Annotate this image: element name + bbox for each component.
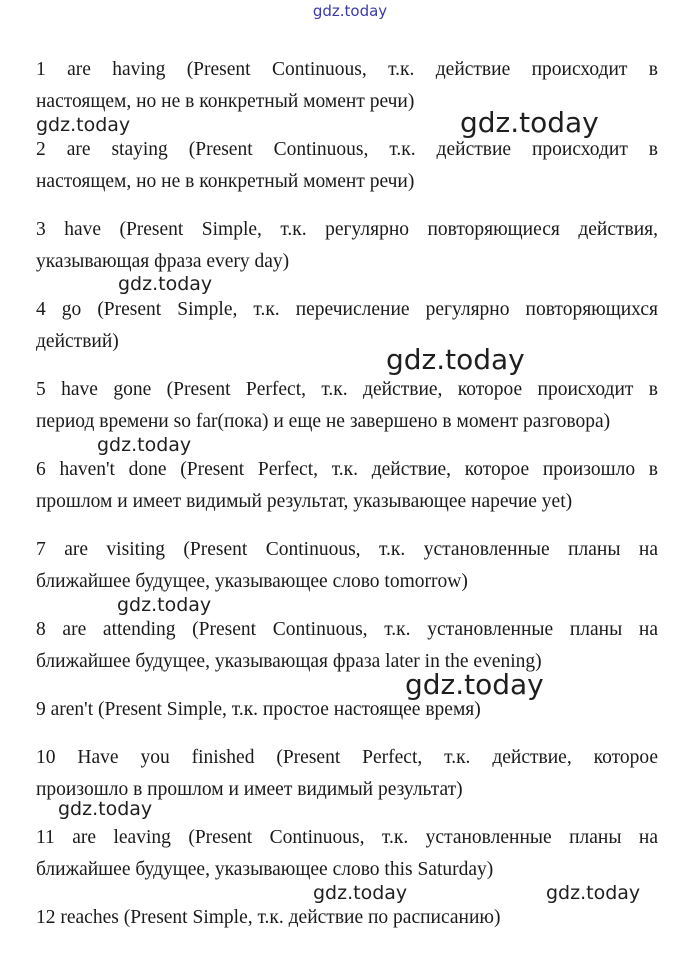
watermark: gdz.today — [386, 343, 525, 376]
answer-6-line-2: прошлом и имеет видимый результат, указывающее наречие yet) — [36, 491, 573, 512]
answer-4 — [36, 294, 658, 358]
watermark: gdz.today — [460, 106, 599, 139]
watermark: gdz.today — [313, 882, 408, 904]
answer-4-line-2: действий) — [36, 331, 119, 352]
answer-1-line-2: настоящем, но не в конкретный момент речи) — [36, 91, 415, 112]
answer-3 — [36, 214, 658, 278]
answer-2-line-1: 2 are staying (Present Continuous, т.к. действие происходит в — [36, 139, 658, 160]
answer-6-line-1: 6 haven't done (Present Perfect, т.к. действие, которое произошло в — [36, 459, 658, 480]
answer-5-line-1: 5 have gone (Present Perfect, т.к. действие, которое происходит в — [36, 379, 658, 400]
answer-10-line-2: произошло в прошлом и имеет видимый результат) — [36, 779, 463, 800]
answer-3-line-2: указывающая фраза every day) — [36, 251, 290, 272]
answer-11 — [36, 822, 658, 886]
answer-12-line-1: 12 reaches (Present Simple, т.к. действие по расписанию) — [36, 907, 501, 928]
answer-7 — [36, 534, 658, 598]
watermark: gdz.today — [546, 882, 641, 904]
watermark: gdz.today — [58, 798, 153, 820]
answer-7-line-2: ближайшее будущее, указывающее слово tomorrow) — [36, 571, 468, 592]
answer-5 — [36, 374, 658, 438]
watermark: gdz.today — [36, 114, 131, 136]
answer-9 — [36, 694, 658, 726]
answer-12 — [36, 902, 658, 934]
answer-2-line-2: настоящем, но не в конкретный момент речи) — [36, 171, 415, 192]
answer-4-line-1: 4 go (Present Simple, т.к. перечисление регулярно повторяющихся — [36, 299, 658, 320]
answer-10 — [36, 742, 658, 806]
watermark: gdz.today — [405, 668, 544, 701]
watermark: gdz.today — [117, 594, 212, 616]
answer-8 — [36, 614, 658, 678]
answer-9-line-1: 9 aren't (Present Simple, т.к. простое настоящее время) — [36, 699, 481, 720]
answer-11-line-2: ближайшее будущее, указывающее слово this Saturday) — [36, 859, 494, 880]
header-watermark: gdz.today — [312, 2, 388, 20]
answer-6 — [36, 454, 658, 518]
answer-1-line-1: 1 are having (Present Continuous, т.к. действие происходит в — [36, 59, 658, 80]
answer-2 — [36, 134, 658, 198]
answer-10-line-1: 10 Have you finished (Present Perfect, т.к. действие, которое — [36, 747, 658, 768]
answer-7-line-1: 7 are visiting (Present Continuous, т.к. установленные планы на — [36, 539, 658, 560]
answer-8-line-1: 8 are attending (Present Continuous, т.к. установленные планы на — [36, 619, 658, 640]
watermark: gdz.today — [97, 434, 192, 456]
watermark: gdz.today — [118, 273, 213, 295]
answer-3-line-1: 3 have (Present Simple, т.к. регулярно повторяющиеся действия, — [36, 219, 658, 240]
answer-11-line-1: 11 are leaving (Present Continuous, т.к. установленные планы на — [36, 827, 658, 848]
answer-8-line-2: ближайшее будущее, указывающая фраза later in the evening) — [36, 651, 542, 672]
answer-5-line-2: период времени so far(пока) и еще не завершено в момент разговора) — [36, 411, 611, 432]
